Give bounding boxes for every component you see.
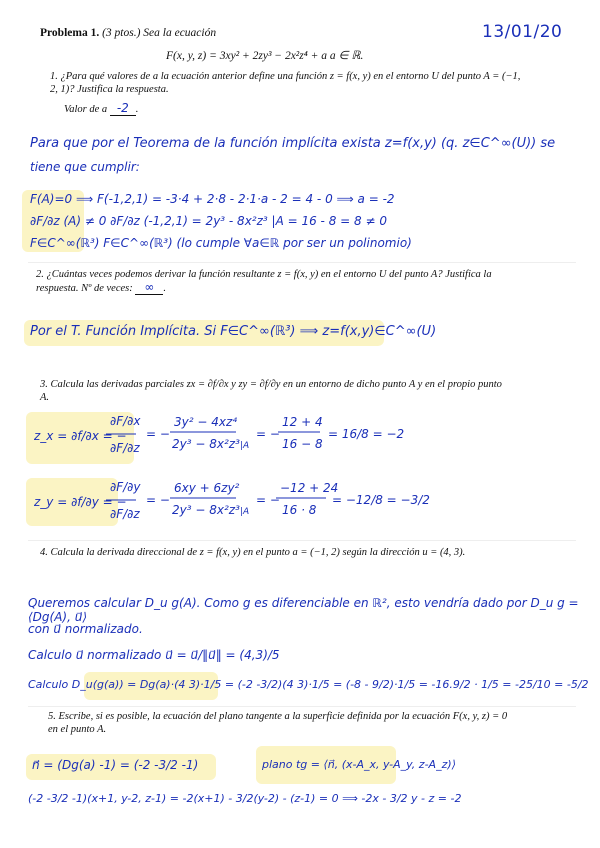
q3-zx-frac-den: ∂F/∂z xyxy=(110,441,140,455)
svg-text:= −: = − xyxy=(146,427,170,441)
q3-zx-result: = 16/8 = −2 xyxy=(328,427,405,441)
q1-answer-label: Valor de a xyxy=(64,104,108,115)
q1-answer-value: -2 xyxy=(110,102,136,116)
q3-zy-eval-num: −12 + 24 xyxy=(280,481,339,495)
q3-zy-expr-num: 6xy + 6zy² xyxy=(174,481,240,495)
problem-intro: Sea la ecuación xyxy=(143,27,217,39)
q4-hand-line-2: con u⃗ normalizado. xyxy=(28,622,143,636)
problem-header xyxy=(40,27,216,40)
q3-zx-lhs: z_x = ∂f/∂x = − xyxy=(34,429,127,443)
q1-hand-line-2: tiene que cumplir: xyxy=(30,160,140,174)
main-equation: F(x, y, z) = 3xy² + 2zy³ − 2x²z⁴ + a a ∈ ℝ. xyxy=(166,50,364,62)
svg-text:= −: = − xyxy=(256,493,280,507)
svg-text:= −: = − xyxy=(256,427,280,441)
question-4: 4. Calcula la derivada direccional de z = f(x, y) en el punto a = (−1, 2) según la dirección u = (4, 3). xyxy=(40,547,466,558)
q3-zx-frac-num: ∂F/∂x xyxy=(110,414,141,428)
svg-text:|A: |A xyxy=(240,507,250,517)
q3-zx-expr-den: 2y³ − 8x²z³ xyxy=(172,437,240,451)
problem-points: (3 ptos.) xyxy=(102,27,141,39)
q3-zy-result: = −12/8 = −3/2 xyxy=(332,493,430,507)
q5-hand-line-3: (-2 -3/2 -1)(x+1, y-2, z-1) = -2(x+1) - 3/2(y-2) - (z-1) = 0 ⟹ -2x - 3/2 y - z = -2 xyxy=(28,792,462,805)
date-handwritten: 13/01/20 xyxy=(482,22,563,42)
q1-answer-row: Valor de a -2 . xyxy=(64,101,139,115)
q3-zx-eval-num: 12 + 4 xyxy=(282,415,323,429)
q4-hand-line-3: Calculo u⃗ normalizado u⃗ = u⃗/‖u⃗‖ = (4,3)/5 xyxy=(28,648,280,662)
q4-hand-line-4: Calculo D_u(g(a)) = Dg(a)·(4 3)·1/5 = (-2 -3/2)(4 3)·1/5 = (-8 - 9/2)·1/5 = -16.9/2 · 1/5 = -25/10 = -5/2 xyxy=(28,678,589,691)
q4-hand-line-1: Queremos calcular D_u g(A). Como g es diferenciable en ℝ², esto vendría dado por D_u g = ⟨Dg(A), u⃗⟩ xyxy=(28,596,579,624)
q3-zx-formula xyxy=(30,408,410,468)
q3-zy-formula xyxy=(30,474,430,534)
svg-text:|A: |A xyxy=(240,441,250,451)
q3-zx-eval-den: 16 − 8 xyxy=(282,437,323,451)
q3-zx-expr-num: 3y² − 4xz⁴ xyxy=(174,415,238,429)
q3-zy-frac-den: ∂F/∂z xyxy=(110,507,140,521)
q1-hand-line-1: Para que por el Teorema de la función implícita exista z=f(x,y) (q. z∈C^∞(U)) se xyxy=(30,136,556,151)
q5-hand-line-1: n⃗ = (Dg(a) -1) = (-2 -3/2 -1) xyxy=(32,758,199,772)
q5-hand-line-2: plano tg = ⟨n⃗, (x-A_x, y-A_y, z-A_z)⟩ xyxy=(262,758,456,771)
problem-label: Problema 1. xyxy=(40,27,100,39)
q2-hand-answer: Por el T. Función Implícita. Si F∈C^∞(ℝ³) ⟹ z=f(x,y)∈C^∞(U) xyxy=(30,324,437,339)
question-3: 3. Calcula las derivadas parciales zx = ∂f/∂x y zy = ∂f/∂y en un entorno de dicho punto A y en el propio punto A. xyxy=(40,379,502,403)
question-1: 1. ¿Para qué valores de a la ecuación anterior define una función z = f(x, y) en el entorno U del punto A = (−1, 2, 1)? Justifica la respuesta. xyxy=(50,71,521,95)
q2-answer-value: ∞ xyxy=(135,281,163,295)
q3-zy-frac-num: ∂F/∂y xyxy=(110,480,141,494)
question-2: 2. ¿Cuántas veces podemos derivar la función resultante z = f(x, y) en el entorno U del punto A? Justifica la respuesta. Nº de veces: ∞ . xyxy=(36,269,492,294)
q3-zy-expr-den: 2y³ − 8x²z³ xyxy=(172,503,240,517)
q1-hand-line-3: F(A)=0 ⟹ F(-1,2,1) = -3·4 + 2·8 - 2·1·a - 2 = 4 - 0 ⟹ a = -2 xyxy=(30,192,395,206)
q1-hand-line-4: ∂F/∂z (A) ≠ 0 ∂F/∂z (-1,2,1) = 2y³ - 8x²z³ |A = 16 - 8 = 8 ≠ 0 xyxy=(30,214,387,228)
q2-text: 2. ¿Cuántas veces podemos derivar la función resultante z = f(x, y) en el entorno U del punto A? Justifica la respuesta. Nº de veces: xyxy=(36,269,492,294)
question-5: 5. Escribe, si es posible, la ecuación del plano tangente a la superficie definida por la ecuación F(x, y, z) = 0 en el punto A. xyxy=(48,711,508,735)
q1-hand-line-5: F∈C^∞(ℝ³) F∈C^∞(ℝ³) (lo cumple ∀a∈ℝ por ser un polinomio) xyxy=(30,236,412,250)
svg-text:= −: = − xyxy=(146,493,170,507)
q3-zy-lhs: z_y = ∂f/∂y = − xyxy=(34,495,127,509)
q3-zy-eval-den: 16 · 8 xyxy=(282,503,317,517)
